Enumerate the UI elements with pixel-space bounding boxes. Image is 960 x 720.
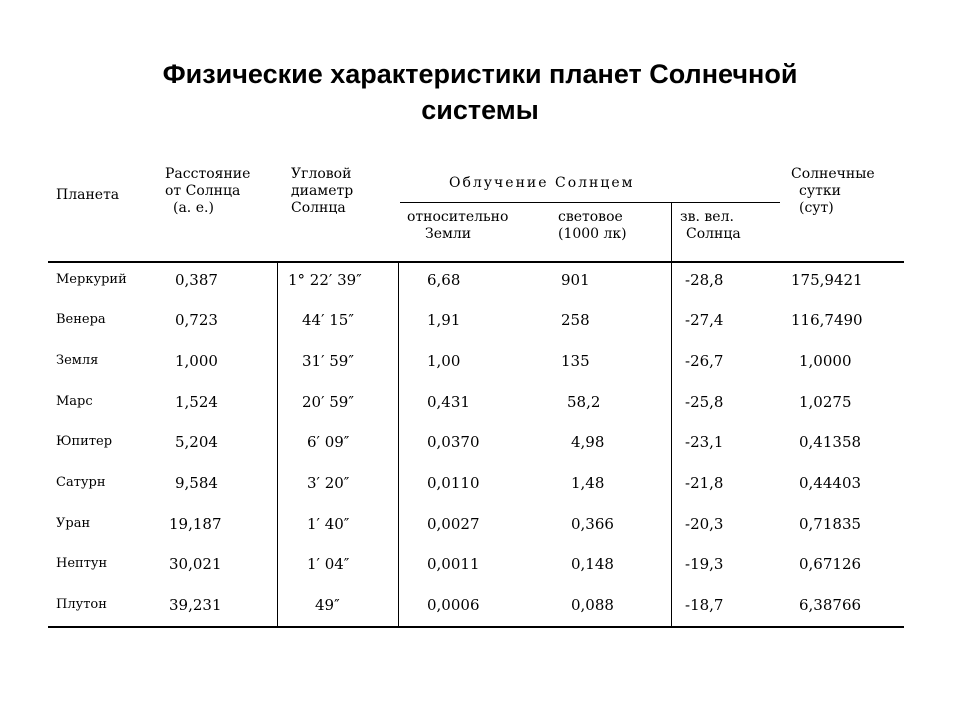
cell-angular: 3′ 20″ (307, 474, 350, 492)
cell-solar-day: 0,44403 (799, 474, 862, 492)
cell-distance: 9,584 (175, 474, 218, 492)
cell-solar-day: 116,7490 (791, 311, 863, 329)
cell-planet: Юпитер (56, 434, 113, 449)
cell-angular: 1′ 04″ (307, 555, 350, 573)
cell-distance: 5,204 (175, 433, 218, 451)
title-line-2: системы (421, 95, 539, 125)
cell-distance: 0,723 (175, 311, 218, 329)
cell-relative: 0,0006 (427, 596, 480, 614)
cell-light: 258 (561, 311, 590, 329)
cell-relative: 1,91 (427, 311, 461, 329)
cell-light: 0,148 (571, 555, 614, 573)
cell-distance: 39,231 (169, 596, 222, 614)
header-solar-day: Солнечные сутки (сут) (791, 166, 875, 216)
cell-planet: Сатурн (56, 475, 106, 490)
header-light: световое (1000 лк) (558, 209, 627, 242)
column-divider-1 (277, 261, 278, 627)
cell-distance: 0,387 (175, 271, 218, 289)
cell-light: 58,2 (567, 393, 601, 411)
cell-relative: 0,0110 (427, 474, 480, 492)
header-bottom-rule (48, 261, 904, 263)
header-irradiation: Облучение Солнцем (449, 175, 635, 191)
cell-planet: Земля (56, 353, 99, 368)
cell-solar-day: 6,38766 (799, 596, 862, 614)
cell-angular: 20′ 59″ (302, 393, 354, 411)
cell-planet: Уран (56, 516, 91, 531)
cell-angular: 1′ 40″ (307, 515, 350, 533)
cell-magnitude: -20,3 (685, 515, 724, 533)
cell-angular: 44′ 15″ (302, 311, 354, 329)
column-divider-3 (671, 203, 672, 627)
column-divider-2 (398, 261, 399, 627)
cell-solar-day: 0,71835 (799, 515, 862, 533)
cell-distance: 1,000 (175, 352, 218, 370)
cell-relative: 0,0027 (427, 515, 480, 533)
cell-distance: 19,187 (169, 515, 222, 533)
cell-distance: 1,524 (175, 393, 218, 411)
cell-solar-day: 0,67126 (799, 555, 862, 573)
cell-angular: 6′ 09″ (307, 433, 350, 451)
cell-magnitude: -28,8 (685, 271, 724, 289)
cell-solar-day: 175,9421 (791, 271, 863, 289)
cell-magnitude: -26,7 (685, 352, 724, 370)
cell-light: 0,366 (571, 515, 614, 533)
header-distance: Расстояние от Солнца (а. е.) (165, 166, 251, 216)
cell-solar-day: 1,0275 (799, 393, 852, 411)
cell-angular: 1° 22′ 39″ (288, 271, 362, 289)
cell-distance: 30,021 (169, 555, 222, 573)
cell-solar-day: 1,0000 (799, 352, 852, 370)
irradiation-rule (400, 202, 780, 203)
cell-magnitude: -19,3 (685, 555, 724, 573)
table-bottom-rule (48, 626, 904, 628)
cell-angular: 31′ 59″ (302, 352, 354, 370)
cell-light: 135 (561, 352, 590, 370)
cell-magnitude: -21,8 (685, 474, 724, 492)
cell-light: 0,088 (571, 596, 614, 614)
cell-planet: Венера (56, 312, 106, 327)
cell-relative: 6,68 (427, 271, 461, 289)
cell-solar-day: 0,41358 (799, 433, 862, 451)
cell-planet: Меркурий (56, 272, 127, 287)
header-magnitude: зв. вел. Солнца (680, 209, 741, 242)
cell-planet: Нептун (56, 556, 108, 571)
header-planet: Планета (56, 187, 120, 203)
cell-magnitude: -18,7 (685, 596, 724, 614)
header-angular-diameter: Угловой диаметр Солнца (291, 166, 354, 216)
cell-relative: 1,00 (427, 352, 461, 370)
cell-relative: 0,0011 (427, 555, 480, 573)
cell-light: 4,98 (571, 433, 605, 451)
cell-magnitude: -27,4 (685, 311, 724, 329)
header-relative: относительно Земли (407, 209, 509, 242)
cell-angular: 49″ (315, 596, 340, 614)
title-line-1: Физические характеристики планет Солнечной (162, 59, 798, 89)
cell-light: 901 (561, 271, 590, 289)
cell-magnitude: -25,8 (685, 393, 724, 411)
cell-relative: 0,431 (427, 393, 470, 411)
cell-light: 1,48 (571, 474, 605, 492)
cell-magnitude: -23,1 (685, 433, 724, 451)
cell-planet: Марс (56, 394, 93, 409)
cell-relative: 0,0370 (427, 433, 480, 451)
cell-planet: Плутон (56, 597, 107, 612)
